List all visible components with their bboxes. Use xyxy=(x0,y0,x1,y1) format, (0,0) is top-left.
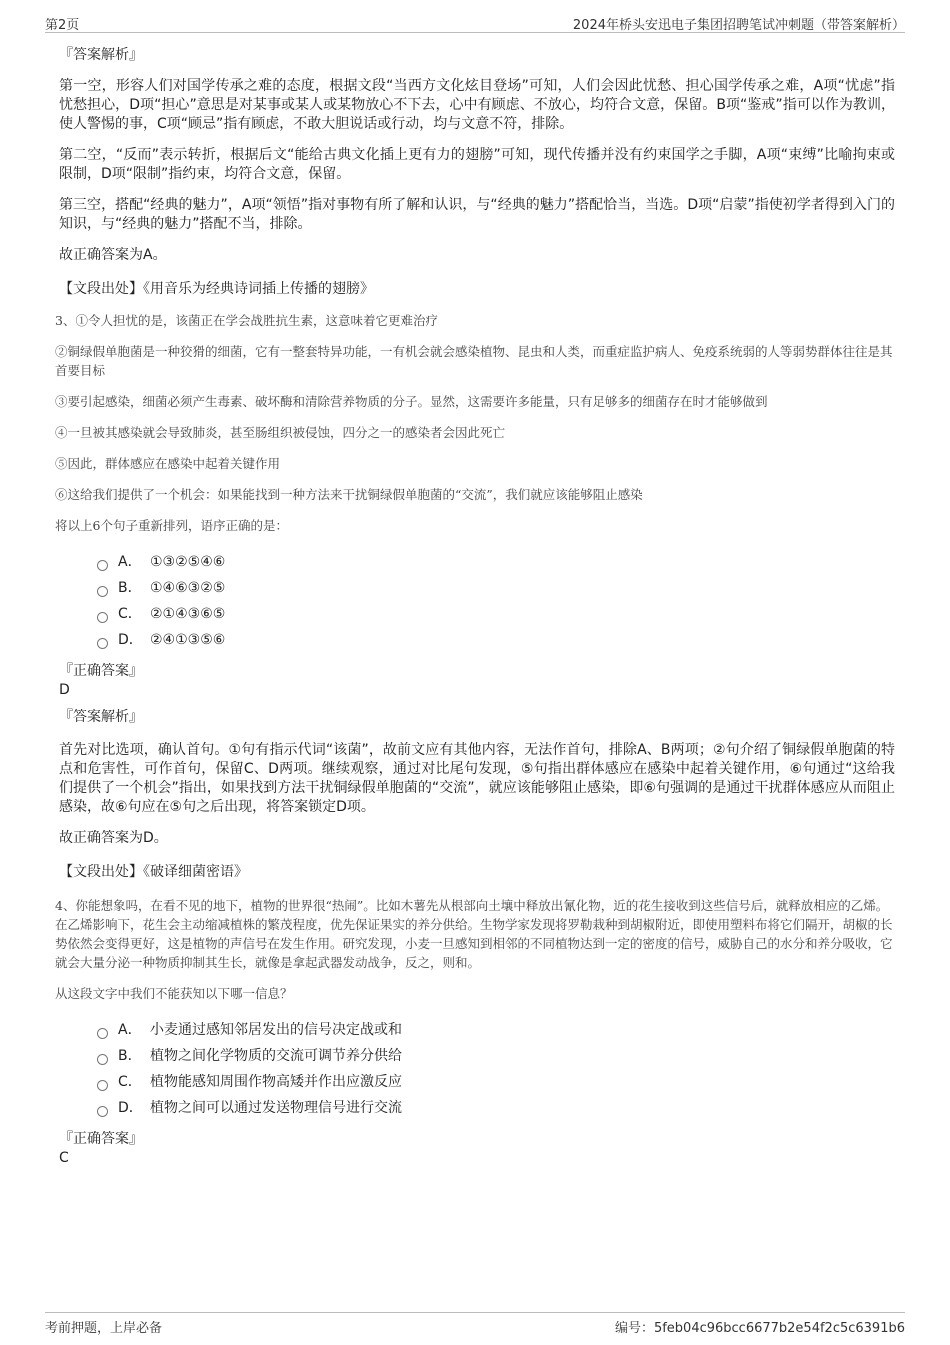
correct-answer: D xyxy=(59,682,70,698)
q4-option-d[interactable] xyxy=(97,1095,895,1121)
q3-option-c[interactable] xyxy=(97,601,895,627)
passage-source: 【文段出处】《用音乐为经典诗词插上传播的翅膀》 xyxy=(59,281,374,297)
q3-sentence: ②铜绿假单胞菌是一种狡猾的细菌，它有一整套特异功能，一有机会就会感染植物、昆虫和人类，而重症监护病人、免疫系统弱的人等弱势群体往往是其首要目标 xyxy=(55,344,893,378)
option-text: 植物之间可以通过发送物理信号进行交流 xyxy=(150,1100,402,1116)
q3-sentence: ⑤因此，群体感应在感染中起着关键作用 xyxy=(55,456,281,471)
analysis-paragraph: 第三空，搭配“经典的魅力”，A项“领悟”指对事物有所了解和认识，与“经典的魅力”搭配恰当，当选。D项“启蒙”指使初学者得到入门的知识，与“经典的魅力”搭配不当，排除。 xyxy=(59,197,895,232)
correct-answer: C xyxy=(59,1150,69,1166)
document-code xyxy=(615,1317,905,1336)
radio-button[interactable] xyxy=(97,560,108,571)
radio-button[interactable] xyxy=(97,612,108,623)
page-content xyxy=(55,45,895,1175)
analysis-conclusion: 故正确答案为D。 xyxy=(59,830,168,846)
q3-option-a[interactable] xyxy=(97,549,895,575)
analysis-paragraph: 第一空，形容人们对国学传承之难的态度，根据文段“当西方文化炫目登场”可知，人们会因此忧愁、担心国学传承之难，A项“忧虑”指忧愁担心，D项“担心”意思是对某事或某人或某物放心不下去，心中有顾虑、不放心，均符合文意，保留。B项“鉴戒”指可以作为教训，使人警惕的事，C项“顾忌”指有顾虑，不敢大胆说话或行动，均与文意不符，排除。 xyxy=(59,78,895,132)
page-header xyxy=(45,12,905,33)
q3-prompt: 将以上6个句子重新排列，语序正确的是： xyxy=(55,518,288,533)
analysis-paragraph: 第二空，“反而”表示转折，根据后文“能给古典文化插上更有力的翅膀”可知，现代传播并没有约束国学之手脚，A项“束缚”比喻拘束或限制，D项“限制”指约束，均符合文意，保留。 xyxy=(59,147,895,182)
code-label: 编号： xyxy=(614,1321,654,1336)
radio-button[interactable] xyxy=(97,586,108,597)
passage-source: 【文段出处】《破译细菌密语》 xyxy=(59,864,248,880)
q4-prompt: 从这段文字中我们不能获知以下哪一信息？ xyxy=(55,986,293,1001)
page-footer xyxy=(45,1312,905,1337)
option-letter: B． xyxy=(118,1048,142,1064)
option-letter: C． xyxy=(118,1074,142,1090)
q4-options xyxy=(97,1017,895,1121)
q4-option-b[interactable] xyxy=(97,1043,895,1069)
q4-option-a[interactable] xyxy=(97,1017,895,1043)
document-title: 2024年桥头安迅电子集团招聘笔试冲刺题（带答案解析） xyxy=(572,18,905,33)
option-letter: A． xyxy=(118,1022,142,1038)
analysis-label: 『答案解析』 xyxy=(59,709,143,725)
option-text: ②①④③⑥⑤ xyxy=(150,606,226,622)
analysis-paragraph: 首先对比选项，确认首句。①句有指示代词“该菌”，故前文应有其他内容，无法作首句，排除A、B两项；②句介绍了铜绿假单胞菌的特点和危害性，可作首句，保留C、D两项。继续观察，通过对比尾句发现，⑤句指出群体感应在感染中起着关键作用，⑥句通过“这给我们提供了一个机会”指出，如果找到方法干扰铜绿假单胞菌的“交流”，就应该能够阻止感染，即⑥句强调的是通过干扰群体感应从而阻止感染，故⑥句应在⑤句之后出现，将答案锁定D项。 xyxy=(59,742,895,815)
radio-button[interactable] xyxy=(97,1028,108,1039)
option-text: ①③②⑤④⑥ xyxy=(150,554,226,570)
q3-sentence: ⑥这给我们提供了一个机会：如果能找到一种方法来干扰铜绿假单胞菌的“交流”，我们就应该能够阻止感染 xyxy=(55,487,643,502)
radio-button[interactable] xyxy=(97,638,108,649)
option-letter: D． xyxy=(118,1100,143,1116)
q4-stem: 4、你能想象吗，在看不见的地下，植物的世界很“热闹”。比如木薯先从根部向土壤中释放出氰化物，近的花生接收到这些信号后，就释放相应的乙烯。在乙烯影响下，花生会主动缩减植株的繁茂程度，优先保证果实的养分供给。生物学家发现将罗勒栽种到胡椒附近，即使用塑料布将它们隔开，胡椒的长势依然会变得更好，这是植物的声信号在发生作用。研究发现，小麦一旦感知到相邻的不同植物达到一定的密度的信号，威胁自己的水分和养分吸收，它就会大量分泌一种物质抑制其生长，就像是拿起武器发动战争，反之，则和。 xyxy=(55,898,893,970)
correct-answer-label: 『正确答案』 xyxy=(59,663,143,679)
option-text: 植物能感知周围作物高矮并作出应激反应 xyxy=(150,1074,402,1090)
analysis-conclusion: 故正确答案为A。 xyxy=(59,247,167,263)
page-number: 第2页 xyxy=(45,18,80,33)
option-letter: D． xyxy=(118,632,143,648)
radio-button[interactable] xyxy=(97,1054,108,1065)
q3-option-b[interactable] xyxy=(97,575,895,601)
q3-sentence: ④一旦被其感染就会导致肺炎，甚至肠组织被侵蚀，四分之一的感染者会因此死亡 xyxy=(55,425,506,440)
q3-option-d[interactable] xyxy=(97,627,895,653)
analysis-label: 『答案解析』 xyxy=(59,47,143,63)
code-value: 5feb04c96bcc6677b2e54f2c5c6391b6 xyxy=(653,1321,905,1336)
option-letter: C． xyxy=(118,606,142,622)
q3-options xyxy=(97,549,895,653)
option-text: 小麦通过感知邻居发出的信号决定战或和 xyxy=(150,1022,402,1038)
option-letter: A． xyxy=(118,554,142,570)
q4-option-c[interactable] xyxy=(97,1069,895,1095)
option-text: ①④⑥③②⑤ xyxy=(150,580,226,596)
q3-sentence: 3、①令人担忧的是，该菌正在学会战胜抗生素，这意味着它更难治疗 xyxy=(55,313,438,328)
correct-answer-label: 『正确答案』 xyxy=(59,1131,143,1147)
option-text: 植物之间化学物质的交流可调节养分供给 xyxy=(150,1048,402,1064)
radio-button[interactable] xyxy=(97,1106,108,1117)
radio-button[interactable] xyxy=(97,1080,108,1091)
footer-slogan: 考前押题，上岸必备 xyxy=(45,1321,163,1336)
option-letter: B． xyxy=(118,580,142,596)
q3-sentence: ③要引起感染，细菌必须产生毒素、破坏酶和清除营养物质的分子。显然，这需要许多能量，只有足够多的细菌存在时才能够做到 xyxy=(55,394,768,409)
option-text: ②④①③⑤⑥ xyxy=(150,632,226,648)
